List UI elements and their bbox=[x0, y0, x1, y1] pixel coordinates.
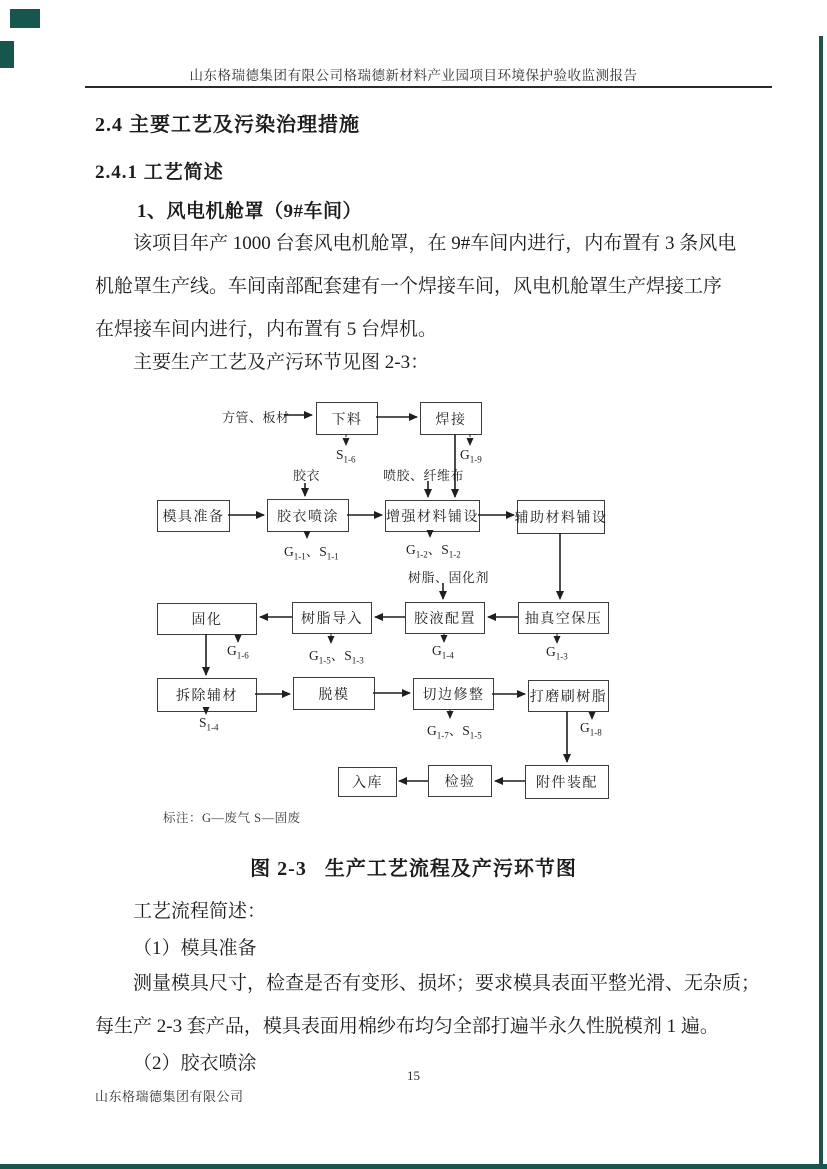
flow-box-curing bbox=[157, 603, 257, 635]
flow-box-label: 切边修整 bbox=[422, 688, 485, 703]
scan-artifact-right-edge bbox=[819, 36, 823, 1169]
flow-box-label: 抽真空保压 bbox=[524, 612, 603, 627]
header-rule bbox=[85, 86, 772, 88]
paragraph-line: 每生产 2-3 套产品，模具表面用棉纱布均匀全部打遍半永久性脱模剂 1 遍。 bbox=[95, 1016, 719, 1037]
flow-box-label: 模具准备 bbox=[162, 510, 225, 525]
flow-box-remove-auxiliary bbox=[157, 678, 257, 712]
flow-box-welding bbox=[420, 402, 482, 435]
emission-label-g1-6: $G_{1-6}$ bbox=[227, 643, 249, 661]
paragraph-line: 该项目年产 1000 台套风电机舱罩，在 9#车间内进行，内布置有 3 条风电 bbox=[133, 233, 737, 254]
input-label-square-pipe-plate: 方管、板材 bbox=[222, 410, 290, 425]
flow-box-resin-infusion bbox=[292, 602, 372, 634]
figure-caption-number: 图 2-3 bbox=[250, 858, 307, 880]
subsection-heading: 2.4.1 工艺简述 bbox=[95, 162, 224, 183]
flow-box-label: 焊接 bbox=[435, 412, 467, 428]
step1-paragraph bbox=[95, 962, 761, 1048]
step2-title: （2）胶衣喷涂 bbox=[133, 1053, 257, 1074]
input-label-gelcoat: 胶衣 bbox=[293, 468, 321, 483]
flow-box-label: 入库 bbox=[352, 776, 383, 791]
input-label-spray-glue-fiber-cloth: 喷胶、纤维布 bbox=[383, 468, 465, 483]
flow-box-accessory-assembly bbox=[525, 765, 609, 799]
emission-label-g1-1-s1-1: $G_{1-1}$、$S_{1-1}$ bbox=[284, 544, 339, 562]
emission-label-g1-7-s1-5: $G_{1-7}$、$S_{1-5}$ bbox=[427, 723, 482, 741]
paragraph-line: 测量模具尺寸，检查是否有变形、损坏；要求模具表面平整光滑、无杂质； bbox=[133, 973, 761, 994]
flow-box-cutting bbox=[316, 402, 378, 435]
paragraph-line: 机舱罩生产线。车间南部配套建有一个焊接车间，风电机舱罩生产焊接工序 bbox=[95, 276, 723, 297]
flow-box-auxiliary-laying bbox=[514, 500, 608, 534]
emission-label-g1-2-s1-2: $G_{1-2}$、$S_{1-2}$ bbox=[406, 542, 461, 560]
flow-box-sanding-resin bbox=[528, 680, 609, 712]
flow-box-label: 树脂导入 bbox=[301, 612, 363, 627]
flow-box-inspection bbox=[428, 765, 492, 797]
figure-caption-title: 生产工艺流程及产污环节图 bbox=[324, 858, 577, 880]
page-header: 山东格瑞德集团有限公司格瑞德新材料产业园项目环境保护验收监测报告 bbox=[189, 68, 638, 83]
emission-label-g1-3: $G_{1-3}$ bbox=[546, 644, 568, 662]
input-label-resin-curing-agent: 树脂、固化剂 bbox=[408, 570, 490, 585]
flowchart-legend: 标注：G—废气 S—固废 bbox=[163, 811, 301, 825]
flow-box-gelcoat-spraying bbox=[267, 499, 349, 532]
emission-label-s1-6: $S_{1-6}$ bbox=[336, 447, 356, 465]
flow-box-vacuum-holding bbox=[518, 602, 609, 634]
flow-box-label: 增强材料铺设 bbox=[386, 510, 479, 525]
emission-label-g1-4: $G_{1-4}$ bbox=[432, 643, 454, 661]
process-intro: 工艺流程简述： bbox=[133, 901, 267, 922]
emission-label-g1-9: $G_{1-9}$ bbox=[460, 447, 482, 465]
emission-label-s1-4: $S_{1-4}$ bbox=[199, 715, 219, 733]
flow-box-demolding bbox=[293, 677, 375, 710]
item-heading: 1、风电机舱罩（9#车间） bbox=[137, 201, 363, 222]
section-heading: 2.4 主要工艺及污染治理措施 bbox=[95, 114, 360, 136]
flow-box-label: 打磨刷树脂 bbox=[529, 690, 608, 705]
intro-paragraph bbox=[95, 222, 755, 351]
flow-box-glue-preparation bbox=[405, 602, 485, 634]
emission-label-g1-8: $G_{1-8}$ bbox=[580, 720, 602, 738]
flow-box-reinforcement-laying bbox=[385, 500, 480, 532]
emission-label-g1-5-s1-3: $G_{1-5}$、$S_{1-3}$ bbox=[309, 648, 364, 666]
page-number: 15 bbox=[407, 1068, 420, 1083]
flow-box-label: 下料 bbox=[331, 412, 363, 428]
flow-box-label: 胶液配置 bbox=[414, 612, 476, 627]
figure-reference-line: 主要生产工艺及产污环节见图 2-3： bbox=[133, 352, 430, 373]
flow-box-warehousing bbox=[338, 767, 397, 797]
flow-box-label: 固化 bbox=[191, 613, 223, 628]
flow-box-label: 胶衣喷涂 bbox=[277, 509, 339, 525]
flow-box-label: 拆除辅材 bbox=[176, 689, 238, 704]
paragraph-line: 在焊接车间内进行，内布置有 5 台焊机。 bbox=[95, 319, 438, 340]
flow-box-label: 脱模 bbox=[318, 687, 350, 703]
footer-company: 山东格瑞德集团有限公司 bbox=[95, 1089, 244, 1104]
figure-caption bbox=[0, 852, 827, 881]
flow-box-label: 附件装配 bbox=[536, 776, 598, 791]
step1-title: （1）模具准备 bbox=[133, 938, 257, 959]
flow-box-label: 辅助材料铺设 bbox=[514, 511, 608, 526]
flow-box-trimming bbox=[413, 678, 494, 710]
scan-artifact-bottom-edge bbox=[0, 1164, 827, 1169]
scan-artifact-top-left bbox=[10, 9, 40, 28]
flow-box-label: 检验 bbox=[444, 775, 476, 790]
flow-box-mold-preparation bbox=[157, 500, 230, 532]
